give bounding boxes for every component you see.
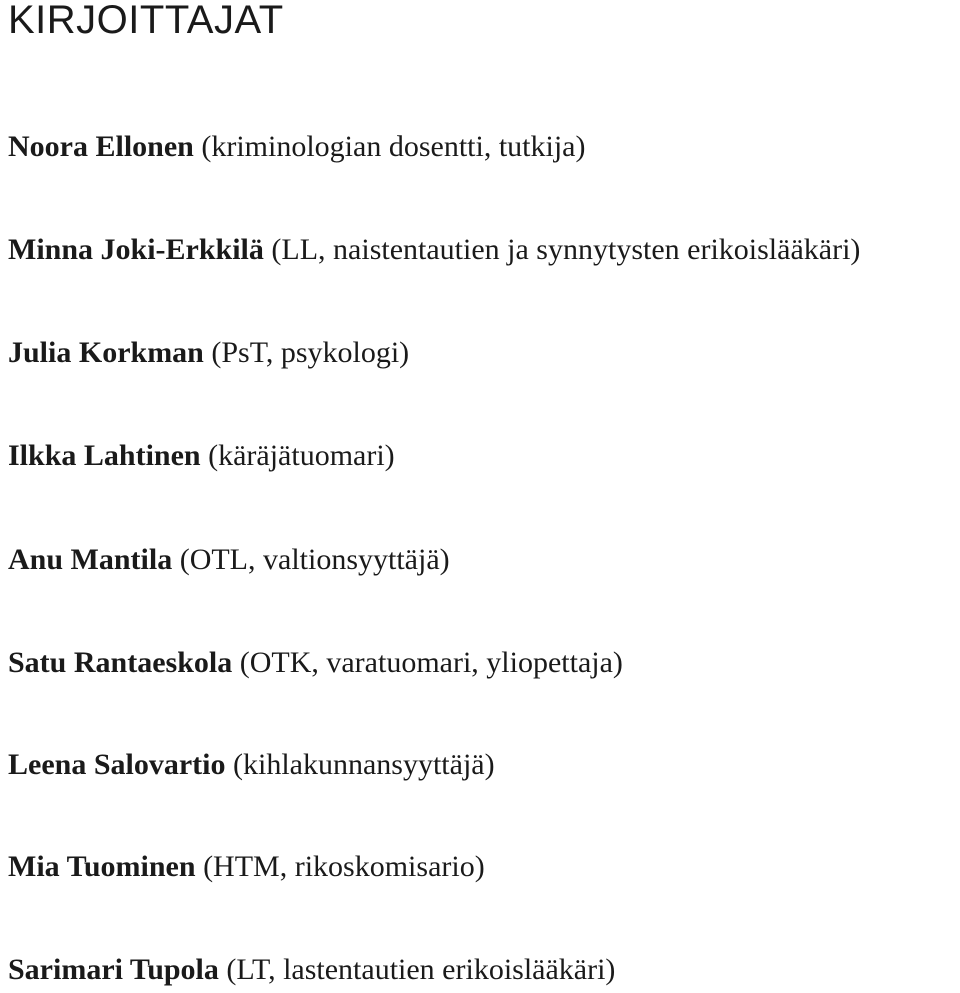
author-name: Mia Tuominen (8, 850, 196, 883)
author-name: Satu Rantaeskola (8, 646, 233, 679)
author-name: Noora Ellonen (8, 130, 194, 163)
author-entry (8, 542, 450, 578)
author-role: (kihlakunnansyyttäjä) (233, 748, 495, 781)
author-entry (8, 849, 485, 885)
author-role: (OTK, varatuomari, yliopettaja) (239, 646, 623, 679)
author-entry (8, 129, 585, 165)
author-entry (8, 232, 860, 268)
author-entry (8, 645, 623, 681)
author-role: (HTM, rikoskomisario) (203, 850, 485, 883)
author-entry (8, 438, 395, 474)
author-entry (8, 747, 495, 783)
author-name: Julia Korkman (8, 336, 204, 369)
author-role: (LL, naistentautien ja synnytysten erikoislääkäri) (271, 233, 861, 266)
author-role: (käräjätuomari) (208, 439, 395, 472)
author-entry (8, 335, 409, 371)
author-role: (LT, lastentautien erikoislääkäri) (226, 953, 616, 986)
author-name: Sarimari Tupola (8, 953, 219, 986)
author-role: (OTL, valtionsyyttäjä) (179, 543, 450, 576)
author-role: (kriminologian dosentti, tutkija) (201, 130, 586, 163)
page-title: KIRJOITTAJAT (8, 0, 284, 42)
author-name: Anu Mantila (8, 543, 173, 576)
author-name: Leena Salovartio (8, 748, 226, 781)
author-name: Minna Joki-Erkkilä (8, 233, 264, 266)
author-entry (8, 952, 615, 988)
author-name: Ilkka Lahtinen (8, 439, 201, 472)
author-role: (PsT, psykologi) (211, 336, 410, 369)
